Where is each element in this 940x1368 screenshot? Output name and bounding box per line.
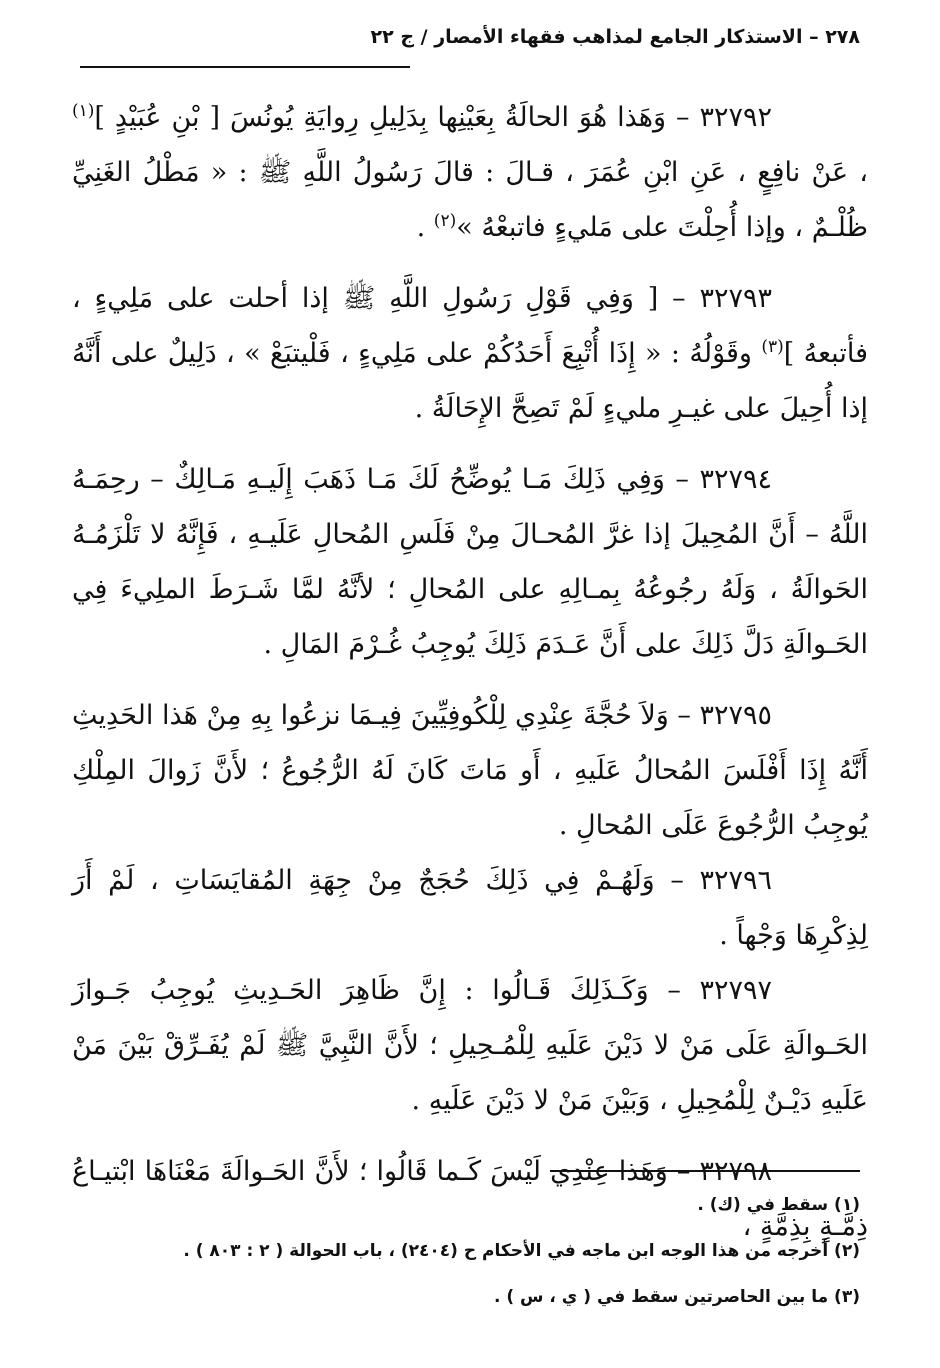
- main-text: [72, 90, 868, 1254]
- footnote-rule: [550, 1170, 860, 1172]
- paragraph-text: ٣٢٧٩٢ – وَهَذا هُوَ الحالَةُ بِعَيْنِها بِدَلِيلِ رِوايَةِ يُونُسَ [ بْنِ عُبَيْدٍ ]: [94, 102, 772, 133]
- footnotes: [70, 1182, 860, 1320]
- paragraph-32796: [72, 853, 868, 963]
- paragraph-text-continued: وقَوْلُهُ : « إِذَا أُتْبِعَ أَحَدُكُمْ على مَلِيءٍ ، فَلْيتبَعْ » ، دَلِيلٌ على أَنَّهُ إذا أُحِيلَ على غيـرِ مليءٍ لَمْ تَصِحَّ الإِحَالَةُ .: [72, 338, 868, 424]
- paragraph-32797: [72, 963, 868, 1128]
- footnote-3: (٣) ما بين الحاصرتين سقط في ( ي ، س ) .: [493, 1287, 860, 1307]
- footnote-reference: (٢): [433, 211, 457, 231]
- footnote-1: (١) سقط في (ك) .: [697, 1195, 860, 1215]
- paragraph-text: ٣٢٧٩٦ – وَلَهُـمْ فِي ذَلِكَ حُجَجٌ مِنْ جِهَةِ المُقايَسَاتِ ، لَمْ أَرَ لِذِكْرِهَا وَجْهاً .: [72, 865, 868, 951]
- paragraph-32795: [72, 688, 868, 853]
- header-rule: [80, 66, 410, 68]
- footnote-reference: (١): [72, 101, 95, 121]
- paragraph-32793: [72, 271, 868, 436]
- paragraph-text: ٣٢٧٩٤ – وَفِي ذَلِكَ مَـا يُوضِّحُ لَكَ مَـا ذَهَبَ إِلَيـهِ مَـالِكٌ – رحِمَـهُ اللَّهُ – أَنَّ المُحِيلَ إذا غرَّ المُحـالَ مِنْ فَلَسِ المُحالِ عَلَيـهِ ، فَإِنَّهُ لا تَلْزَمُـهُ الحَوالَةُ ، وَلَهُ رجُوعُهُ بِمـالِهِ على المُحالِ ؛ لأنَّهُ لمَّا شَـرَطَ الملِيءَ فِي الحَـوالَةِ دَلَّ ذَلِكَ على أَنَّ عَـدَمَ ذَلِكَ يُوجِبُ غُـرْمَ المَالِ .: [72, 464, 868, 660]
- paragraph-text: ٣٢٧٩٥ – وَلاَ حُجَّةَ عِنْدِي لِلْكُوفِيِّينَ فِيـمَا نزعُوا بِهِ مِنْ هَذا الحَدِيثِ أَنَّهُ إِذَا أَفْلَسَ المُحالُ عَلَيهِ ، أَو مَاتَ كَانَ لَهُ الرُّجُوعُ ؛ لأَنَّ زَوالَ المِلْكِ يُوجِبُ الرُّجُوعَ عَلَى المُحالِ .: [72, 700, 868, 841]
- paragraph-text-continued: ، عَنْ نافِعٍ ، عَنِ ابْنِ عُمَرَ ، قـالَ : قالَ رَسُولُ اللَّهِ ﷺ : « مَطْلُ الغَنِيِّ ظُلْـمٌ ، وإذا أُحِلْتَ على مَليءٍ فاتبعْهُ »: [72, 157, 868, 243]
- paragraph-32792: [72, 90, 868, 255]
- paragraph-text: ٣٢٧٩٧ – وَكَـذَلِكَ قَـالُوا : إِنَّ ظَاهِرَ الحَـدِيثِ يُوجِبُ جَـوازَ الحَـوالَةِ عَلَى مَنْ لا دَيْنَ عَلَيهِ لِلْمُـحِيلِ ؛ لأَنَّ النَّبِيَّ ﷺ لَمْ يُفَـرِّقْ بَيْنَ مَنْ عَلَيهِ دَيْـنٌ لِلْمُحِيلِ ، وَبَيْنَ مَنْ لا دَيْنَ عَلَيهِ .: [72, 975, 868, 1116]
- footnote-reference: (٣): [761, 337, 784, 357]
- paragraph-text: ٣٢٧٩٣ – [ وَفِي قَوْلِ رَسُولِ اللَّهِ ﷺ إذا أحلت على مَلِيءٍ ، فأتبعهُ ]: [72, 283, 868, 369]
- footnote-2: (٢) أخرجه من هذا الوجه ابن ماجه في الأحكام ح (٢٤٠٤) ، باب الحوالة ( ٢ : ٨٠٣ ) .: [183, 1241, 860, 1261]
- paragraph-32794: [72, 452, 868, 672]
- paragraph-text-end: .: [416, 212, 434, 243]
- paragraph-text: ٣٢٧٩٨ – وَهَذا عِنْدِي لَيْسَ كَـما قَالُوا ؛ لأَنَّ الحَـوالَةَ مَعْنَاهَا ابْتيـاعُ ذِمَّـةٍ بِذِمَّةٍ ،: [72, 1156, 868, 1242]
- running-head: ٢٧٨ – الاستذكار الجامع لمذاهب فقهاء الأمصار / ج ٢٢: [370, 26, 860, 48]
